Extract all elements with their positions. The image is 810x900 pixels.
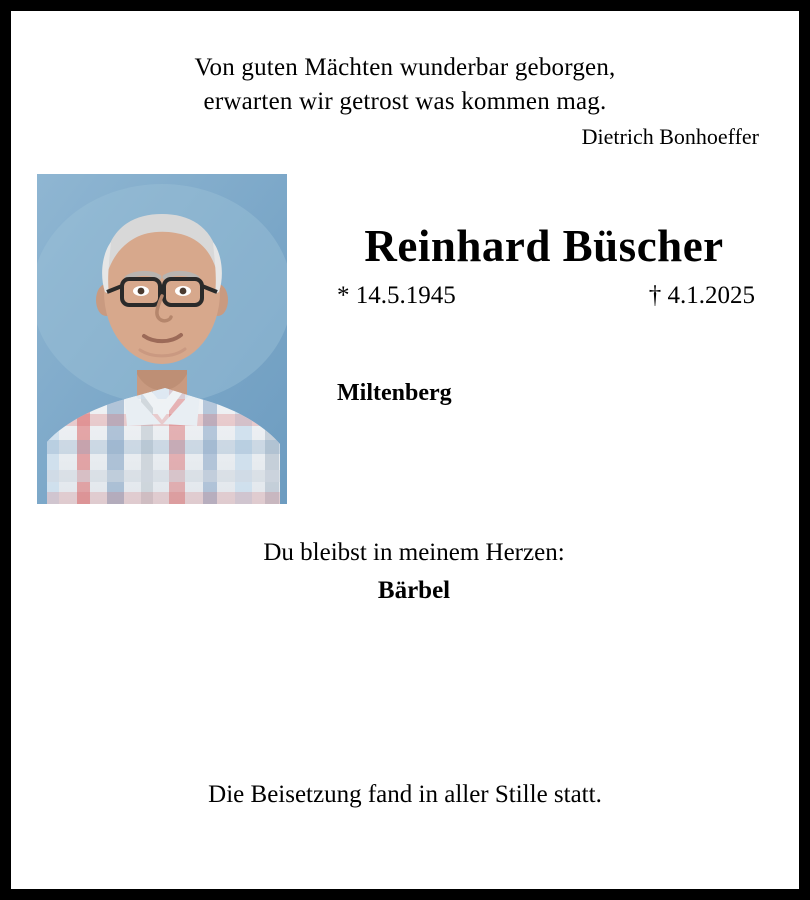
verse-line-1: Von guten Mächten wunderbar geborgen, bbox=[194, 54, 616, 81]
dedication-line: Du bleibst in meinem Herzen: bbox=[263, 539, 565, 566]
footer-block bbox=[11, 779, 799, 811]
person-dates bbox=[311, 280, 777, 312]
person-block bbox=[311, 220, 777, 408]
portrait-photo bbox=[37, 174, 287, 504]
portrait-image bbox=[37, 174, 287, 504]
person-place: Miltenberg bbox=[337, 380, 452, 406]
verse-block bbox=[33, 11, 777, 152]
dedication-block bbox=[33, 536, 777, 608]
person-name: Reinhard Büscher bbox=[364, 221, 724, 271]
dedication-name: Bärbel bbox=[377, 577, 451, 604]
death-date: † 4.1.2025 bbox=[648, 282, 755, 309]
obituary-inner bbox=[11, 11, 799, 889]
birth-date: * 14.5.1945 bbox=[337, 282, 456, 309]
verse-line-2: erwarten wir getrost was kommen mag. bbox=[203, 88, 607, 115]
verse-author: Dietrich Bonhoeffer bbox=[581, 124, 759, 149]
main-block bbox=[33, 174, 777, 524]
funeral-note: Die Beisetzung fand in aller Stille statt. bbox=[208, 781, 602, 808]
